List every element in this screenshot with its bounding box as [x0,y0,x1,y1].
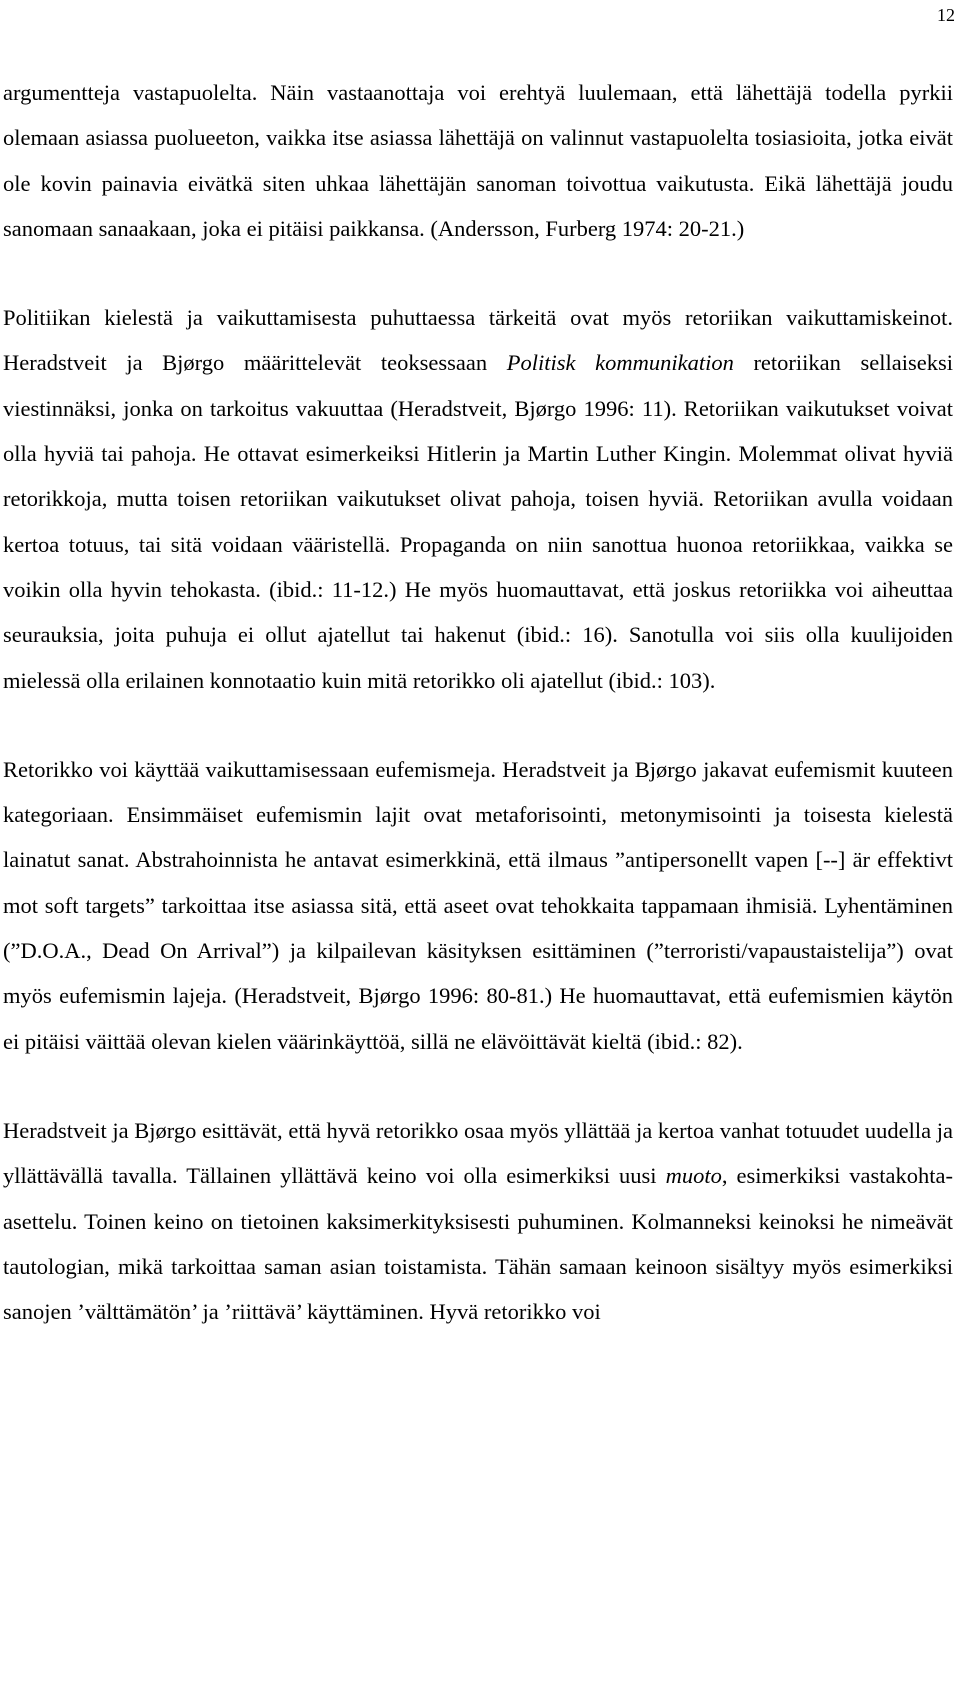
paragraph [3,1108,953,1334]
text-run: Retorikko voi käyttää vaikuttamisessaan eufemismeja. Heradstveit ja Bjørgo jakavat eufemismit kuuteen kategoriaan. Ensimmäiset eufemismin lajit ovat metaforisointi, metonymisointi ja toisesta kielestä lainatut sanat. Abstrahoinnista he antavat esimerkkinä, että ilmaus ”antipersonellt vapen [--] är effektivt mot soft targets” tarkoittaa itse asiassa sitä, että aseet ovat tehokkaita tappamaan ihmisiä. Lyhentäminen (”D.O.A., Dead On Arrival”) ja kilpailevan käsityksen esittäminen (”terroristi/vapaustaistelija”) ovat myös eufemismin lajeja. (Heradstveit, Bjørgo 1996: 80-81.) He huomauttavat, että eufemismien käytön ei pitäisi väittää olevan kielen väärinkäyttöä, sillä ne elävöittävät kieltä (ibid.: 82). [3,756,953,1054]
page-number: 12 [937,5,955,25]
paragraph [3,295,953,703]
text-run: , esimerkiksi vastakohta-asettelu. Toinen keino on tietoinen kaksimerkityksisesti puhuminen. Kolmanneksi keinoksi he nimeävät tautologian, mikä tarkoittaa saman asian toistamista. Tähän samaan keinoon sisältyy myös esimerkiksi sanojen ’välttämätön’ ja ’riittävä’ käyttäminen. Hyvä retorikko voi [3,1163,953,1325]
text-run: Heradstveit ja Bjørgo esittävät, että hyvä retorikko osaa myös yllättää ja kertoa vanhat totuudet uudella ja yllättävällä tavalla. Tällainen yllättävä keino voi olla esimerkiksi uusi [3,1117,953,1189]
paragraph [3,70,953,251]
document-body [3,70,953,1334]
text-run: retoriikan sellaiseksi viestinnäksi, jonka on tarkoitus vakuuttaa (Heradstveit, Bjørgo 1996: 11). Retoriikan vaikutukset voivat olla hyviä tai pahoja. He ottavat esimerkeiksi Hitlerin ja Martin Luther Kingin. Molemmat olivat hyviä retorikkoja, mutta toisen retoriikan vaikutukset olivat pahoja, toisen hyviä. Retoriikan avulla voidaan kertoa totuus, tai sitä voidaan vääristellä. Propaganda on niin sanottua huonoa retoriikkaa, vaikka se voikin olla hyvin tehokasta. (ibid.: 11-12.) He myös huomauttavat, että joskus retoriikka voi aiheuttaa seurauksia, joita puhuja ei ollut ajatellut tai hakenut (ibid.: 16). Sanotulla voi siis olla kuulijoiden mielessä olla erilainen konnotaatio kuin mitä retorikko oli ajatellut (ibid.: 103). [3,350,953,693]
text-run: Politiikan kielestä ja vaikuttamisesta puhuttaessa tärkeitä ovat myös retoriikan vaikuttamiskeinot. Heradstveit ja Bjørgo määrittelevät teoksessaan [3,305,953,376]
paragraph [3,747,953,1064]
italic-text-run: muoto [665,1163,722,1189]
text-run: argumentteja vastapuolelta. Näin vastaanottaja voi erehtyä luulemaan, että lähettäjä todella pyrkii olemaan asiassa puolueeton, vaikka itse asiassa lähettäjä on valinnut vastapuolelta tosiasioita, jotka eivät ole kovin painavia eivätkä siten uhkaa lähettäjän sanoman toivottua vaikutusta. Eikä lähettäjä joudu sanomaan sanaakaan, joka ei pitäisi paikkansa. (Andersson, Furberg 1974: 20-21.) [3,80,953,241]
italic-text-run: Politisk kommunikation [506,350,734,376]
